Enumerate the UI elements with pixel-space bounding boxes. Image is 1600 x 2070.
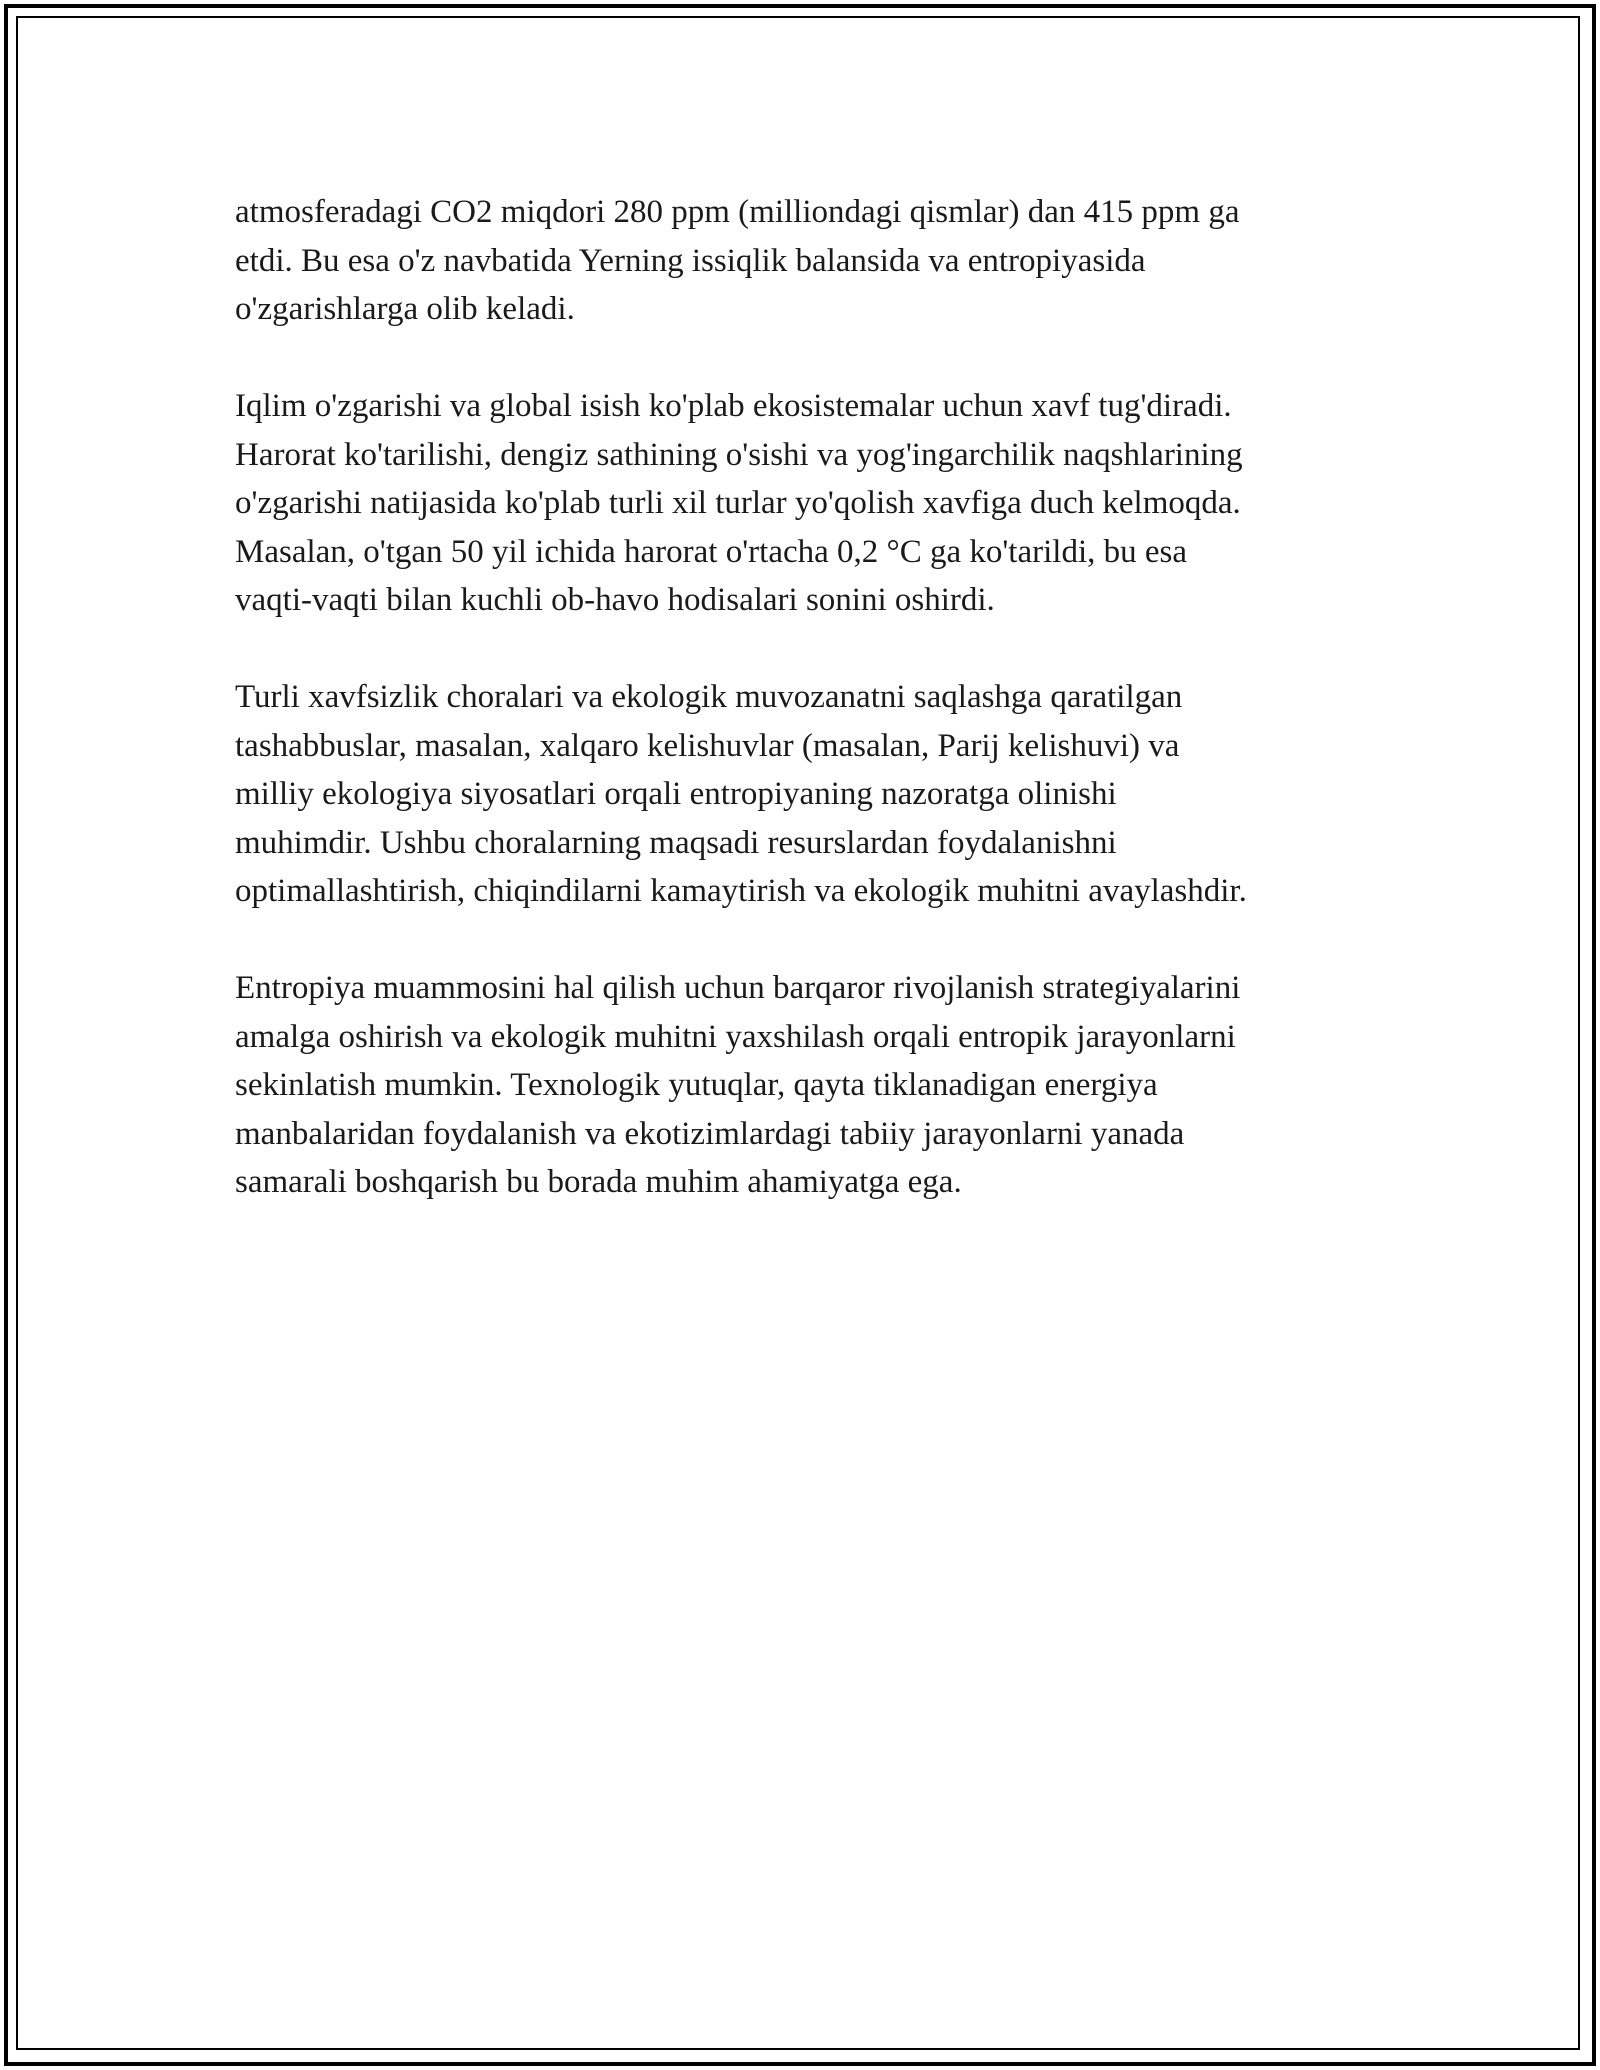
document-body bbox=[235, 188, 1375, 1255]
paragraph-safety-measures: Turli xavfsizlik choralari va ekologik muvozanatni saqlashga qaratilgan tashabbuslar, masalan, xalqaro kelishuvlar (masalan, Parij kelishuvi) va milliy ekologiya siyosatlari orqali entropiyaning nazoratga olinishi muhimdir. Ushbu choralarning maqsadi resurslardan foydalanishni optimallashtirish, chiqindilarni kamaytirish va ekologik muhitni avaylashdir. bbox=[235, 679, 1247, 909]
paragraph-climate-change: Iqlim o'zgarishi va global isish ko'plab ekosistemalar uchun xavf tug'diradi. Harorat ko'tarilishi, dengiz sathining o'sishi va yog'ingarchilik naqshlarining o'zgarishi natijasida ko'plab turli xil turlar yo'qolish xavfiga duch kelmoqda. Masalan, o'tgan 50 yil ichida harorat o'rtacha 0,2 °C ga ko'tarildi, bu esa vaqti-vaqti bilan kuchli ob-havo hodisalari sonini oshirdi. bbox=[235, 388, 1243, 618]
paragraph-entropy-solution: Entropiya muammosini hal qilish uchun barqaror rivojlanish strategiyalarini amalga oshirish va ekologik muhitni yaxshilash orqali entropik jarayonlarni sekinlatish mumkin. Texnologik yutuqlar, qayta tiklanadigan energiya manbalaridan foydalanish va ekotizimlardagi tabiiy jarayonlarni yanada samarali boshqarish bu borada muhim ahamiyatga ega. bbox=[235, 970, 1241, 1200]
paragraph-co2: atmosferadagi CO2 miqdori 280 ppm (milliondagi qismlar) dan 415 ppm ga etdi. Bu esa o'z navbatida Yerning issiqlik balansida va entropiyasida o'zgarishlarga olib keladi. bbox=[235, 194, 1240, 327]
